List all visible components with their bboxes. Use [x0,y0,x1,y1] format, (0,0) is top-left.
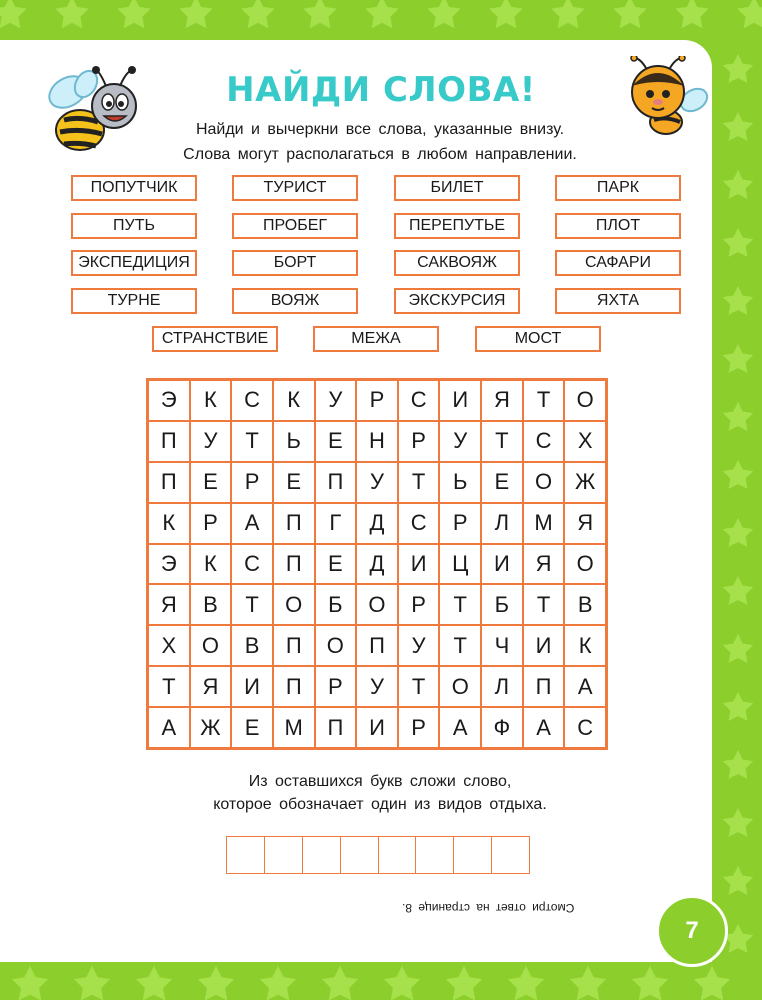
answer-boxes[interactable] [226,836,530,874]
grid-cell[interactable]: Ч [481,625,523,666]
answer-box[interactable] [492,837,529,873]
grid-cell[interactable]: Р [190,503,232,544]
grid-cell[interactable]: И [231,666,273,707]
grid-cell[interactable]: У [356,462,398,503]
grid-cell[interactable]: Е [315,544,357,585]
instruction-line-1: Найди и вычеркни все слова, указанные внизу. [195,121,565,138]
grid-cell[interactable]: Ь [273,421,315,462]
grid-cell[interactable]: Т [523,584,565,625]
answer-box[interactable] [303,837,341,873]
grid-cell[interactable]: О [439,666,481,707]
grid-cell[interactable]: М [523,503,565,544]
answer-box[interactable] [379,837,417,873]
grid-cell[interactable]: С [231,380,273,421]
grid-cell[interactable]: В [231,625,273,666]
grid-cell[interactable]: Е [273,462,315,503]
grid-cell[interactable]: Е [231,707,273,748]
grid-cell[interactable]: Я [190,666,232,707]
grid-cell[interactable]: Ф [481,707,523,748]
grid-cell[interactable]: У [398,625,440,666]
grid-cell[interactable]: П [148,421,190,462]
word-chip: ЭКСПЕДИЦИЯ [71,250,197,276]
grid-cell[interactable]: Т [481,421,523,462]
grid-cell[interactable]: П [273,544,315,585]
answer-hint-upside-down: Смотри ответ на странице 8. [402,901,575,915]
grid-cell[interactable]: Т [398,666,440,707]
instruction-line-2: Слова могут располагаться в любом направлении. [183,146,577,163]
word-chip: САКВОЯЖ [394,250,520,276]
grid-cell[interactable]: П [273,625,315,666]
grid-cell[interactable]: Д [356,544,398,585]
grid-cell[interactable]: О [523,462,565,503]
grid-cell[interactable]: П [148,462,190,503]
grid-cell[interactable]: Р [356,380,398,421]
word-chip: ПРОБЕГ [232,213,358,239]
answer-box[interactable] [341,837,379,873]
answer-box[interactable] [454,837,492,873]
grid-cell[interactable]: Ц [439,544,481,585]
word-search-grid [146,378,608,750]
grid-cell[interactable]: Т [439,584,481,625]
page-title: НАЙДИ СЛОВА! [226,70,536,110]
grid-cell[interactable]: О [564,380,606,421]
grid-cell[interactable]: Я [523,544,565,585]
grid-cell[interactable]: Г [315,503,357,544]
grid-cell[interactable]: Р [439,503,481,544]
task-line-2: которое обозначает один из видов отдыха. [213,796,547,813]
answer-box[interactable] [416,837,454,873]
grid-cell[interactable]: И [523,625,565,666]
word-chip: ПЛОТ [555,213,681,239]
grid-cell[interactable]: О [273,584,315,625]
grid-cell[interactable]: У [315,380,357,421]
grid-cell[interactable]: Е [315,421,357,462]
grid-cell[interactable]: Т [523,380,565,421]
grid-cell[interactable]: С [564,707,606,748]
grid-cell[interactable]: И [398,544,440,585]
grid-cell[interactable]: Х [564,421,606,462]
word-chip: ПЕРЕПУТЬЕ [394,213,520,239]
grid-cell[interactable]: С [231,544,273,585]
grid-cell[interactable]: И [356,707,398,748]
grid-cell[interactable]: Р [398,421,440,462]
grid-cell[interactable]: О [356,584,398,625]
grid-cell[interactable]: У [190,421,232,462]
grid-cell[interactable]: Р [231,462,273,503]
grid-cell[interactable]: С [523,421,565,462]
word-chip: ПАРК [555,175,681,201]
word-chip: БИЛЕТ [394,175,520,201]
grid-cell[interactable]: Ж [190,707,232,748]
grid-cell[interactable]: Б [481,584,523,625]
grid-cell[interactable]: Н [356,421,398,462]
grid-cell[interactable]: Э [148,544,190,585]
grid-cell[interactable]: К [190,544,232,585]
word-chip: ЭКСКУРСИЯ [394,288,520,314]
word-chip: ВОЯЖ [232,288,358,314]
word-chip: ЯХТА [555,288,681,314]
grid-cell[interactable]: А [523,707,565,748]
grid-cell[interactable]: Т [148,666,190,707]
grid-cell[interactable]: К [273,380,315,421]
word-chip: ПОПУТЧИК [71,175,197,201]
grid-cell[interactable]: У [439,421,481,462]
grid-cell[interactable]: К [564,625,606,666]
answer-box[interactable] [265,837,303,873]
task-line-1: Из оставшихся букв сложи слово, [248,773,512,790]
word-chip: СТРАНСТВИЕ [152,326,278,352]
grid-cell[interactable]: Б [315,584,357,625]
grid-cell[interactable]: Е [190,462,232,503]
word-chip: ТУРНЕ [71,288,197,314]
grid-cell[interactable]: Р [315,666,357,707]
grid-cell[interactable]: В [190,584,232,625]
grid-cell[interactable]: Д [356,503,398,544]
grid-cell[interactable]: О [190,625,232,666]
grid-cell[interactable]: П [523,666,565,707]
grid-cell[interactable]: К [148,503,190,544]
grid-cell[interactable]: Т [231,584,273,625]
grid-cell[interactable]: Т [439,625,481,666]
grid-cell[interactable]: У [356,666,398,707]
word-chip: САФАРИ [555,250,681,276]
grid-cell[interactable]: П [273,503,315,544]
grid-cell[interactable]: С [398,380,440,421]
word-chip: МЕЖА [313,326,439,352]
grid-cell[interactable]: В [564,584,606,625]
grid-cell[interactable]: Л [481,666,523,707]
grid-cell[interactable]: Х [148,625,190,666]
grid-cell[interactable]: И [439,380,481,421]
word-chip: МОСТ [475,326,601,352]
page-number: 7 [656,895,728,967]
grid-cell[interactable]: П [356,625,398,666]
grid-cell[interactable]: Ь [439,462,481,503]
word-chip: БОРТ [232,250,358,276]
grid-cell[interactable]: Т [231,421,273,462]
grid-cell[interactable]: Р [398,584,440,625]
grid-cell[interactable]: А [439,707,481,748]
grid-cell[interactable]: М [273,707,315,748]
grid-cell[interactable]: П [273,666,315,707]
grid-cell[interactable]: Я [148,584,190,625]
grid-cell[interactable]: А [231,503,273,544]
grid-cell[interactable]: Р [398,707,440,748]
grid-cell[interactable]: П [315,462,357,503]
grid-cell[interactable]: Ж [564,462,606,503]
grid-cell[interactable]: А [564,666,606,707]
grid-cell[interactable]: Т [398,462,440,503]
grid-cell[interactable]: С [398,503,440,544]
grid-cell[interactable]: Я [481,380,523,421]
grid-cell[interactable]: О [564,544,606,585]
answer-box[interactable] [227,837,265,873]
grid-cell[interactable]: Л [481,503,523,544]
word-chip: ТУРИСТ [232,175,358,201]
word-chip: ПУТЬ [71,213,197,239]
grid-cell[interactable]: Е [481,462,523,503]
grid-cell[interactable]: О [315,625,357,666]
grid-cell[interactable]: И [481,544,523,585]
grid-cell[interactable]: Э [148,380,190,421]
grid-cell[interactable]: К [190,380,232,421]
grid-cell[interactable]: А [148,707,190,748]
grid-cell[interactable]: П [315,707,357,748]
grid-cell[interactable]: Я [564,503,606,544]
